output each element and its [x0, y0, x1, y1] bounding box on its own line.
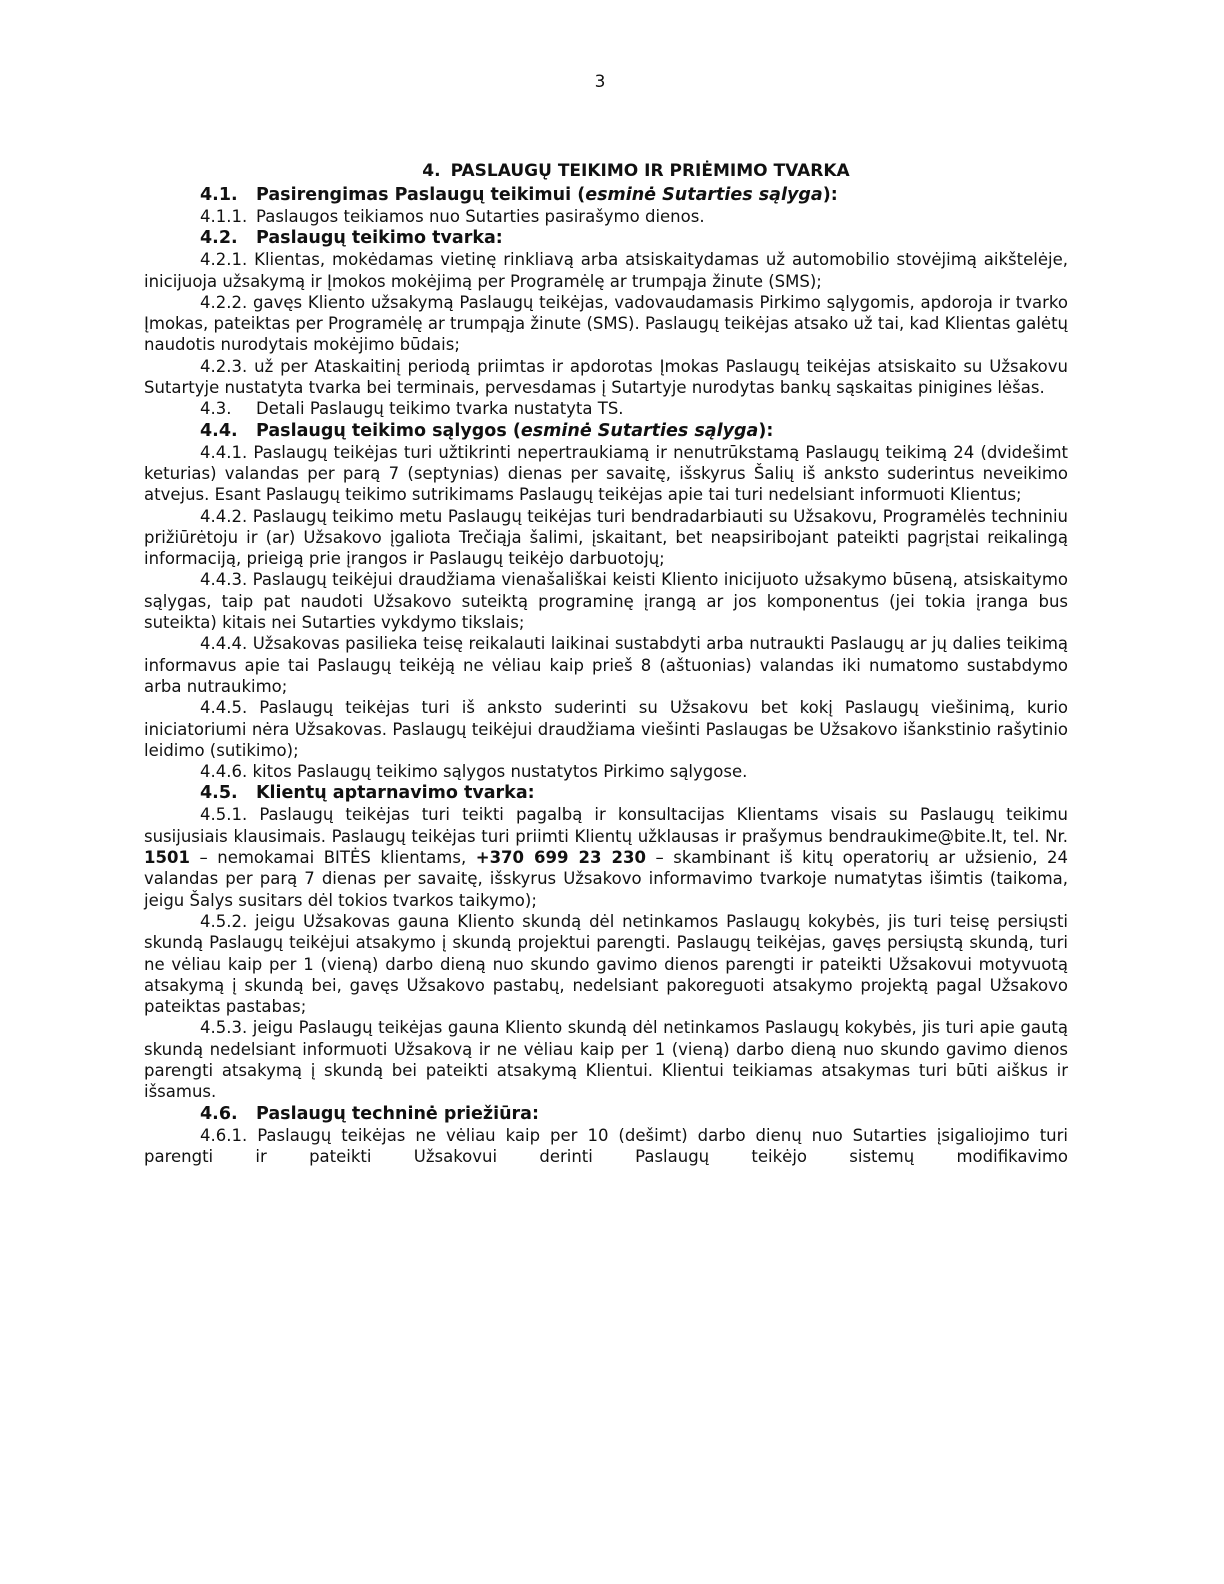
- clause-4-2-3: 4.2.3. už per Ataskaitinį periodą priimtas ir apdorotas Įmokas Paslaugų teikėjas atsiskaito su Užsakovu Sutartyje nustatyta tvarka bei terminais, pervesdamas į Sutartyje nurodytas bankų sąskaitas pinigines lėšas.: [144, 356, 1068, 398]
- clause-text: Paslaugos teikiamos nuo Sutarties pasirašymo dienos.: [256, 207, 705, 226]
- subsection-number: 4.1.: [200, 185, 238, 205]
- phone-short-number: 1501: [144, 848, 190, 868]
- subsection-heading-4-5: [144, 782, 1068, 804]
- subsection-title-end: ):: [758, 420, 774, 441]
- subsection-heading-4-6: [144, 1103, 1068, 1125]
- clause-4-4-3: 4.4.3. Paslaugų teikėjui draudžiama vienašališkai keisti Kliento inicijuoto užsakymo būseną, atsiskaitymo sąlygas, taip pat naudoti Užsakovo suteiktą programinę įrangą ar jos komponentus (jei tokia įranga bus suteikta) kitais nei Sutarties vykdymo tikslais;: [144, 570, 1068, 633]
- subsection-heading-4-2: [144, 227, 1068, 249]
- subsection-number: 4.2.: [200, 228, 238, 249]
- clause-4-5-1: [144, 804, 1068, 910]
- clause-4-5-3: 4.5.3. jeigu Paslaugų teikėjas gauna Kliento skundą dėl netinkamos Paslaugų kokybės, jis turi apie gautą skundą nedelsiant informuoti Užsakovą ir ne vėliau kaip per 1 (vieną) darbo dieną nuo skundo gavimo dienos parengti atsakymą į skundą bei pateikti atsakymą Klientui. Klientui teikiamas atsakymas turi būti aiškus ir išsamus.: [144, 1018, 1068, 1102]
- section-number: 4.: [422, 161, 441, 181]
- clause-number: 4.3.: [200, 399, 232, 419]
- subsection-title: Paslaugų techninė priežiūra:: [256, 1103, 539, 1124]
- clause-text: Detali Paslaugų teikimo tvarka nustatyta TS.: [256, 399, 624, 419]
- section-title: PASLAUGŲ TEIKIMO IR PRIĖMIMO TVARKA: [450, 161, 850, 181]
- subsection-heading-4-4: [144, 420, 1068, 442]
- clause-4-1-1: [144, 206, 1068, 227]
- clause-4-2-1: 4.2.1. Klientas, mokėdamas vietinę rinkliavą arba atsiskaitydamas už automobilio stovėjimą aikštelėje, inicijuoja užsakymą ir Įmokos mokėjimą per Programėlę ar trumpąja žinute (SMS);: [144, 250, 1068, 291]
- subsection-title: Klientų aptarnavimo tvarka:: [256, 783, 535, 804]
- subsection-title: Pasirengimas Paslaugų teikimui (: [256, 185, 586, 205]
- clause-4-4-2: 4.4.2. Paslaugų teikimo metu Paslaugų teikėjas turi bendradarbiauti su Užsakovu, Programėlės techniniu prižiūrėtoju ir (ar) Užsakovo įgaliota Trečiąja šalimi, įskaitant, bet neapsiribojant pateikti pagrįstai reikalingą informaciją, prieigą prie įrangos ir Paslaugų teikėjo darbuotojų;: [144, 506, 1068, 569]
- clause-4-4-4: 4.4.4. Užsakovas pasilieka teisę reikalauti laikinai sustabdyti arba nutraukti Paslaugų ar jų dalies teikimą informavus apie tai Paslaugų teikėją ne vėliau kaip prieš 8 (aštuonias) valandas iki numatomo sustabdymo arba nutraukimo;: [144, 634, 1068, 696]
- clause-4-2-2: 4.2.2. gavęs Kliento užsakymą Paslaugų teikėjas, vadovaudamasis Pirkimo sąlygomis, apdoroja ir tvarko Įmokas, pateiktas per Programėlę ar trumpąja žinute (SMS). Paslaugų teikėjas atsako už tai, kad Klientas galėtų naudotis nurodytais mokėjimo būdais;: [144, 292, 1068, 355]
- subsection-title-end: ):: [822, 185, 838, 205]
- phone-number: +370 699 23 230: [475, 848, 646, 868]
- section-heading: [204, 160, 1068, 182]
- subsection-number: 4.4.: [200, 420, 238, 441]
- clause-text: – nemokamai BITĖS klientams,: [189, 848, 476, 868]
- subsection-title: Paslaugų teikimo sąlygos (: [256, 420, 521, 441]
- subsection-title-italic: esminė Sutarties sąlyga: [520, 420, 759, 441]
- document-body: [144, 160, 1068, 1167]
- subsection-number: 4.5.: [200, 783, 238, 804]
- clause-4-6-1: 4.6.1. Paslaugų teikėjas ne vėliau kaip per 10 (dešimt) darbo dienų nuo Sutarties įsigaliojimo turi parengti ir pateikti Užsakovui derinti Paslaugų teikėjo sistemų modifikavimo: [144, 1125, 1068, 1166]
- clause-text: 4.5.1. Paslaugų teikėjas turi teikti pagalbą ir konsultacijas Klientams visais su Paslaugų teikimu susijusiais klausimais. Paslaugų teikėjas turi priimti Klientų užklausas ir prašymus bendraukime@bite.lt, tel. Nr.: [144, 805, 1068, 846]
- clause-4-4-1: 4.4.1. Paslaugų teikėjas turi užtikrinti nepertraukiamą ir nenutrūkstamą Paslaugų teikimą 24 (dvidešimt keturias) valandas per parą 7 (septynias) dienas per savaitę, išskyrus Šalių iš anksto suderintus neveikimo atvejus. Esant Paslaugų teikimo sutrikimams Paslaugų teikėjas apie tai turi nedelsiant informuoti Klientus;: [144, 442, 1068, 505]
- clause-4-3: [144, 398, 1068, 419]
- clause-4-5-2: 4.5.2. jeigu Užsakovas gauna Kliento skundą dėl netinkamos Paslaugų kokybės, jis turi teisę persiųsti skundą Paslaugų teikėjui atsakymo į skundą projektui parengti. Paslaugų teikėjas, gavęs persiųstą skundą, turi ne vėliau kaip per 1 (vieną) darbo dieną nuo skundo gavimo dienos parengti ir pateikti Užsakovui motyvuotą atsakymą į skundą bei, gavęs Užsakovo pastabų, nedelsiant pakoreguoti atsakymo projektą pagal Užsakovo pateiktas pastabas;: [144, 911, 1068, 1017]
- subsection-title-italic: esminė Sutarties sąlyga: [585, 185, 823, 205]
- clause-number: 4.1.1.: [200, 207, 248, 226]
- subsection-heading-4-1: [144, 184, 1068, 206]
- page-number: 3: [594, 72, 606, 92]
- subsection-number: 4.6.: [200, 1103, 238, 1124]
- clause-text: – skambinant iš kitų operatorių ar užsienio, 24 valandas per parą 7 dienas per savaitę, išskyrus Užsakovo informavimo tvarkoje numatytas išimtis (taikoma, jeigu Šalys susitars dėl tokios tvarkos taikymo);: [144, 848, 1068, 910]
- clause-4-4-6: 4.4.6. kitos Paslaugų teikimo sąlygos nustatytos Pirkimo sąlygose.: [200, 762, 748, 782]
- subsection-title: Paslaugų teikimo tvarka:: [256, 228, 503, 249]
- clause-4-4-5: 4.4.5. Paslaugų teikėjas turi iš anksto suderinti su Užsakovu bet kokį Paslaugų viešinimą, kurio iniciatoriumi nėra Užsakovas. Paslaugų teikėjui draudžiama viešinti Paslaugas be Užsakovo išankstinio rašytinio leidimo (sutikimo);: [144, 698, 1068, 760]
